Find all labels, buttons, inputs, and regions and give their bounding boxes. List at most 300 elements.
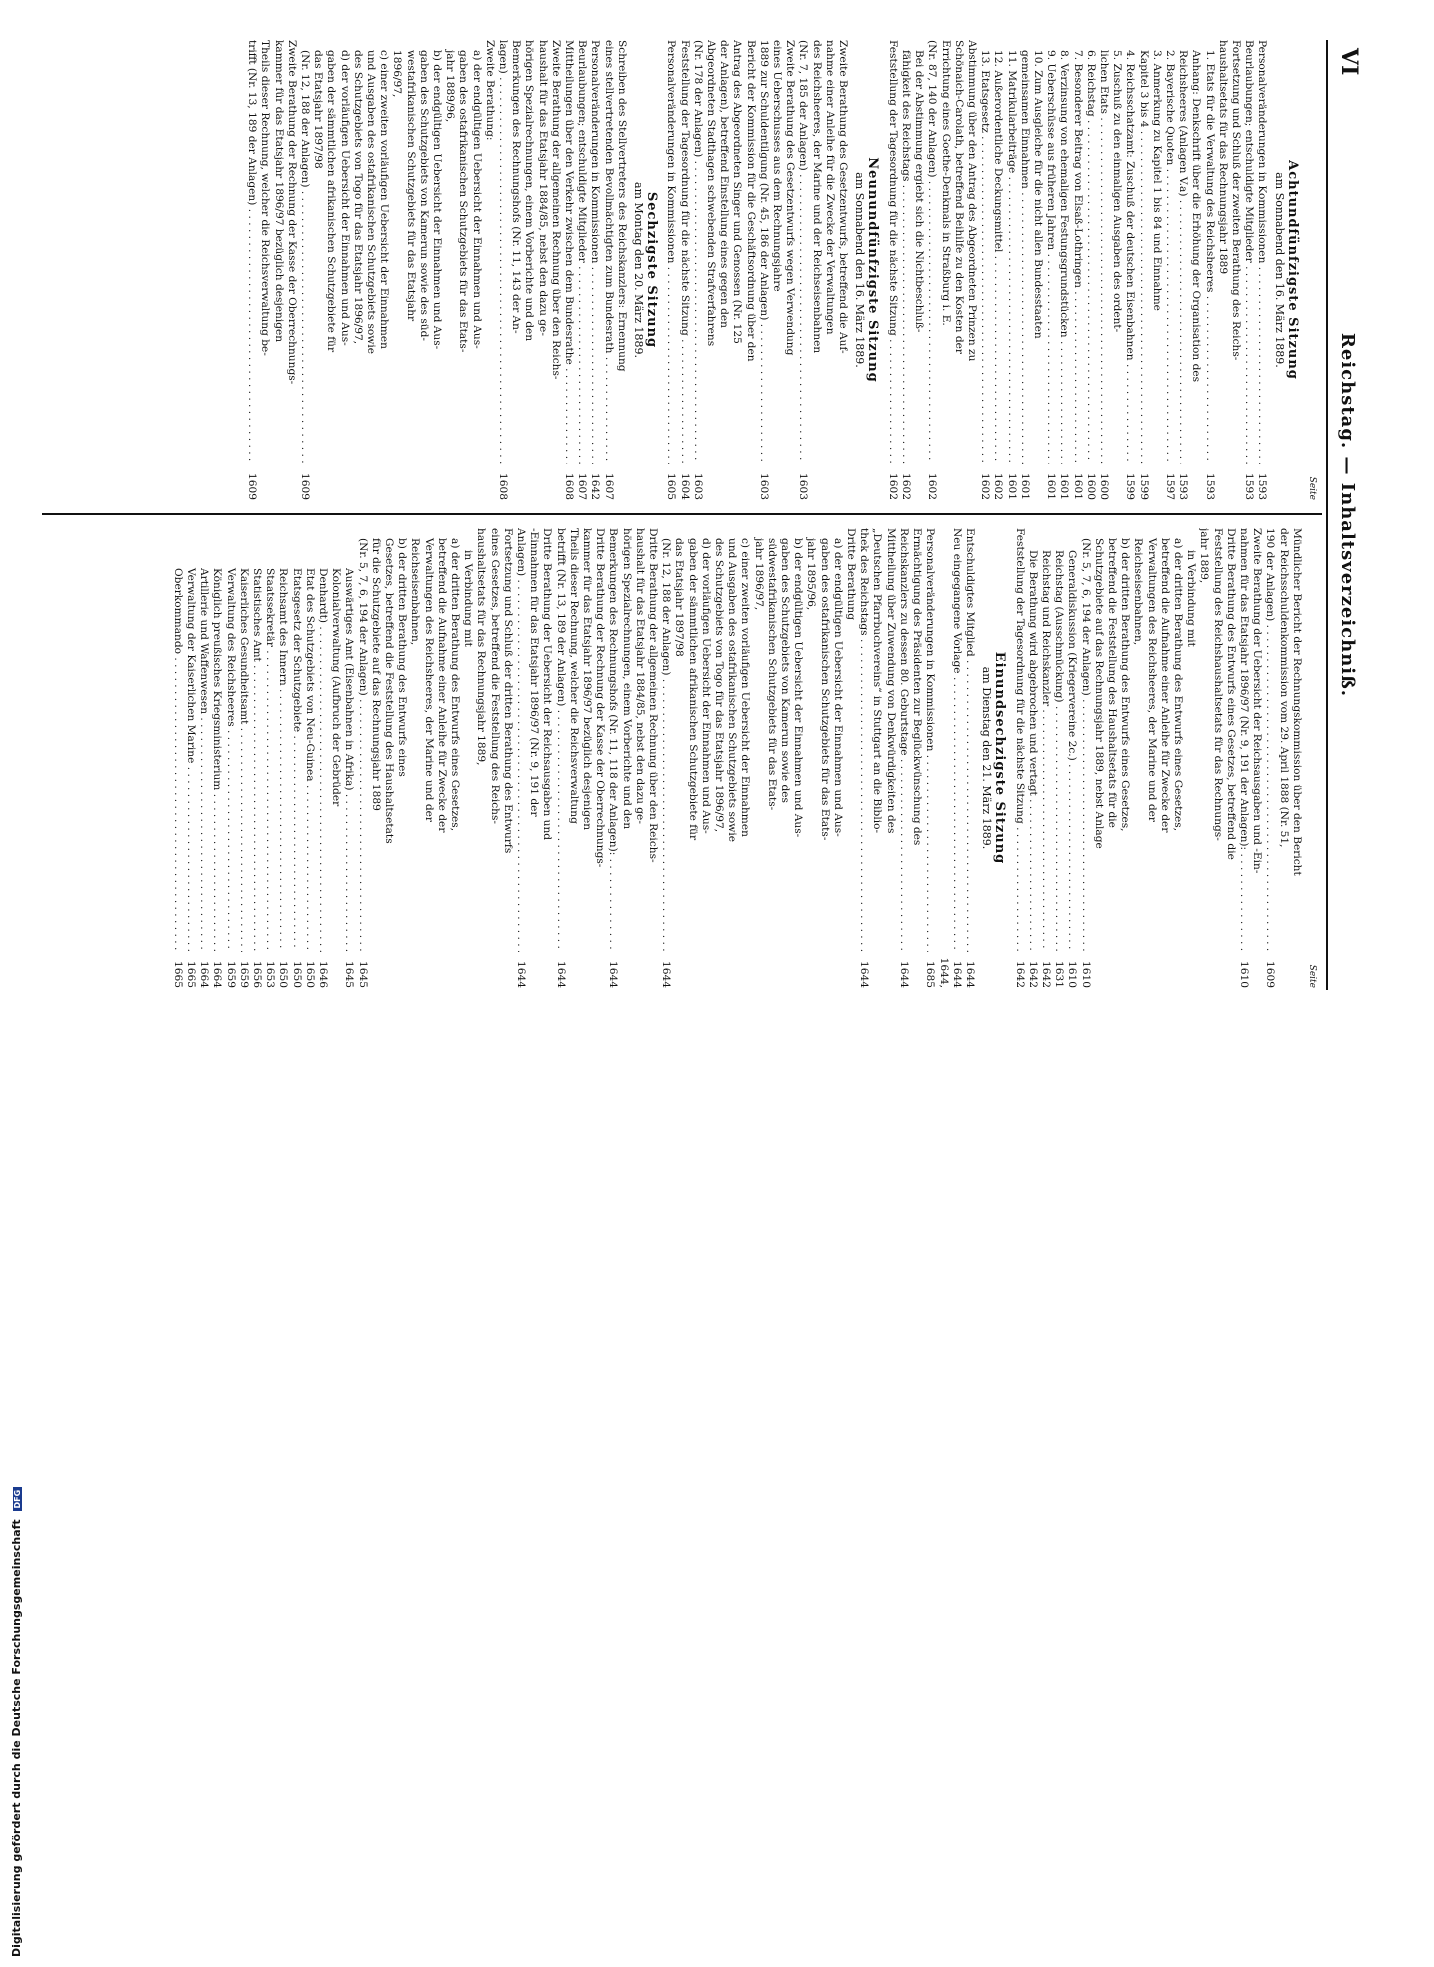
toc-entry xyxy=(1171,528,1184,988)
toc-entry xyxy=(619,528,632,988)
toc-entry xyxy=(899,40,912,500)
toc-entry xyxy=(329,528,342,988)
toc-entry-page: 1659 xyxy=(237,961,250,988)
toc-entry-text: hörigen Spezialrechnungen, einem Vorberichte und den xyxy=(523,40,536,342)
toc-entry-text: Etat des Schutzgebiets von Neu-Guinea . . . xyxy=(303,528,316,952)
toc-entry-text: Dritte Berathung der Rechnung der Kasse der Oberrechnungs- xyxy=(594,528,607,868)
toc-entry xyxy=(501,528,514,988)
toc-entry-text: jahr 1889/96, xyxy=(444,50,457,123)
toc-entry-text: Zweite Berathung der Rechnung der Kasse der Oberrechnungs- xyxy=(285,40,298,385)
toc-entry-text: des Schutzgebiets von Togo für das Etatsjahr 1896/97, xyxy=(713,538,726,833)
toc-entry-text: Fortsetzung und Schluß der dritten Berathung des Entwurfs xyxy=(501,528,514,854)
toc-entry xyxy=(823,40,836,500)
toc-entry xyxy=(836,40,849,500)
toc-entry-text: Königlich preußisches Kriegsministerium . . . xyxy=(210,528,223,952)
toc-entry-page: 1605 xyxy=(665,473,678,500)
toc-entry-text: Reichseisenbahnen, xyxy=(1132,538,1145,646)
toc-entry xyxy=(1052,528,1065,988)
toc-entry-page: 1644 xyxy=(515,961,528,988)
toc-entry-page: 1603 xyxy=(797,473,810,500)
toc-entry xyxy=(184,528,197,988)
toc-entry xyxy=(809,40,822,500)
toc-entry-text: Dritte Berathung der Uebersicht der Reichsausgaben und xyxy=(541,528,554,841)
toc-entry xyxy=(1276,528,1289,988)
toc-entry xyxy=(659,528,672,988)
toc-entry-text: Neu eingegangene Vorlage . . . xyxy=(950,528,963,952)
toc-entry xyxy=(1078,528,1091,988)
toc-entry xyxy=(588,40,601,500)
toc-entry-text: c) einer zweiten vorläufigen Uebersicht der Einnahmen xyxy=(378,50,391,349)
toc-entry-text: 9. Ueberschüsse aus früheren Jahren . . . xyxy=(1044,40,1057,464)
toc-entry xyxy=(1070,40,1083,500)
toc-entry xyxy=(474,528,487,988)
toc-entry xyxy=(1263,528,1276,988)
toc-entry-text: Etatsgesetz der Schutzgebiete . . . xyxy=(289,528,302,952)
toc-entry xyxy=(303,528,316,988)
toc-entry xyxy=(672,528,685,988)
toc-entry-page: 1607 xyxy=(576,473,589,500)
toc-entry-text: Artillerie und Waffenwesen . . . xyxy=(197,528,210,952)
toc-entry-text: 10. Zum Ausgleiche für die nicht allen Bundesstaaten xyxy=(1031,50,1044,339)
toc-entry xyxy=(377,40,390,500)
toc-entry-text: b) der dritten Berathung des Entwurfs eines Gesetzes, xyxy=(1119,538,1132,832)
toc-entry-text: Personalveränderungen in Kommissionen . . . xyxy=(923,528,936,952)
toc-entry-page: 1665 xyxy=(184,961,197,988)
toc-entry xyxy=(580,528,593,988)
toc-entry xyxy=(289,528,302,988)
toc-entry-text: jahr 1889, xyxy=(1198,528,1211,584)
toc-entry-page: 1609 xyxy=(298,473,311,500)
toc-entry xyxy=(553,528,566,988)
toc-entry-text: haushaltsetats für das Rechnungsjahr 1889, xyxy=(475,528,488,766)
toc-entry-text: a) der endgültigen Uebersicht der Einnahmen und Aus- xyxy=(470,50,483,349)
toc-entry-text: und Ausgaben des ostafrikanischen Schutzgebiets sowie xyxy=(364,50,377,355)
toc-entry-text: Generaldiskussion (Kriegervereine 2c.) . . . xyxy=(1065,528,1078,952)
toc-entry xyxy=(912,40,925,500)
toc-entry-text: Fortsetzung und Schluß der zweiten Berathung des Reichs- xyxy=(1229,40,1242,361)
toc-entry-text: Abgeordneten Stadthagen schwebenden Strafverfahrens xyxy=(705,40,718,347)
toc-entry-text: gaben des Schutzgebiets von Kamerun sowie des süd- xyxy=(417,50,430,341)
toc-entry xyxy=(923,528,949,988)
toc-entry xyxy=(730,40,743,500)
toc-entry-page: 1650 xyxy=(303,961,316,988)
toc-entry-page: 1593 xyxy=(1256,473,1269,500)
toc-entry-page: 1610 xyxy=(1079,961,1092,988)
toc-entry-page: 1631 xyxy=(1053,961,1066,988)
toc-entry xyxy=(593,528,606,988)
toc-entry-text: jahr 1895/96, xyxy=(805,538,818,611)
toc-entry xyxy=(1044,40,1057,500)
toc-entry-text: und Ausgaben des ostafrikanischen Schutzgebiets sowie xyxy=(726,538,739,843)
toc-entry xyxy=(369,528,382,988)
toc-entry-text: Zweite Berathung der allgemeinen Rechnung über den Reichs- xyxy=(549,40,562,380)
toc-entry xyxy=(316,528,329,988)
toc-entry xyxy=(1136,40,1149,500)
toc-entry-page: 1609 xyxy=(1264,961,1277,988)
toc-entry xyxy=(311,40,324,500)
toc-entry-text: 2. Bayerische Quoten . . . xyxy=(1163,40,1176,464)
toc-entry-text: Feststellung der Tagesordnung für die nächste Sitzung . . . xyxy=(1012,528,1025,952)
toc-entry-text: Reichsamt des Innern . . . xyxy=(276,528,289,952)
toc-entry xyxy=(1123,40,1136,500)
toc-entry xyxy=(1144,528,1157,988)
toc-entry-text: haushalt für das Etatsjahr 1884/85, nebst den dazu ge- xyxy=(633,528,646,824)
toc-entry-page: 1642 xyxy=(1039,961,1052,988)
toc-entry-page: 1610 xyxy=(1066,961,1079,988)
toc-entry xyxy=(435,528,448,988)
toc-entry xyxy=(704,40,717,500)
toc-entry xyxy=(540,528,553,988)
toc-entry xyxy=(1039,528,1052,988)
toc-entry-text: Gesetzes, betreffend die Feststellung des Haushaltsetats xyxy=(382,538,395,844)
toc-entry xyxy=(496,40,509,500)
toc-entry xyxy=(509,40,522,500)
toc-entry-page: 1608 xyxy=(497,473,510,500)
toc-entry-text: Reichseisenbahnen, xyxy=(409,538,422,646)
toc-entry-page: 1656 xyxy=(250,961,263,988)
toc-entry-text: d) der vorläufigen Uebersicht der Einnahmen und Aus- xyxy=(338,50,351,346)
toc-entry-text: westafrikanischen Schutzgebiets für das Etatsjahr xyxy=(404,50,417,322)
toc-entry-page: 1644 xyxy=(897,961,910,988)
toc-entry xyxy=(796,40,809,500)
toc-entry-text: Kapitel 3 bis 4 . . . xyxy=(1136,40,1149,464)
toc-entry-text: Theils dieser Rechnung, welcher die Reichsverwaltung xyxy=(567,528,580,824)
toc-entry xyxy=(1176,40,1189,500)
toc-entry xyxy=(1092,528,1105,988)
toc-entry-text: gaben des Schutzgebiets von Kamerun sowie des xyxy=(779,538,792,803)
digitization-footer xyxy=(6,967,32,1967)
toc-entry-text: das Etatsjahr 1897/98 xyxy=(312,50,325,169)
toc-entry xyxy=(725,528,738,988)
toc-entry xyxy=(210,528,223,988)
toc-entry xyxy=(1189,40,1202,500)
toc-entry xyxy=(1163,40,1176,500)
toc-entry-text: des Schutzgebiets von Togo für das Etatsjahr 1896/97, xyxy=(351,50,364,345)
toc-entry-text: Statistisches Amt . . . xyxy=(250,528,263,952)
toc-entry-page: 1607 xyxy=(602,473,615,500)
toc-entry-text: kammer für das Etatsjahr 1896/97 bezüglich desjenigen xyxy=(581,528,594,831)
toc-entry xyxy=(1004,40,1017,500)
toc-entry xyxy=(258,40,271,500)
toc-entry-page: 1603 xyxy=(757,473,770,500)
toc-entry xyxy=(1012,528,1025,988)
toc-entry-page: 1644 xyxy=(554,961,567,988)
toc-entry xyxy=(197,528,210,988)
toc-entry-text: d) der vorläufigen Uebersicht der Einnahmen und Aus- xyxy=(699,538,712,834)
toc-entry-text: das Etatsjahr 1897/98 xyxy=(673,538,686,657)
toc-entry-text: in Verbindung mit xyxy=(1185,550,1198,647)
toc-entry-text: Zweite Berathung: xyxy=(483,40,496,141)
toc-entry xyxy=(1105,528,1118,988)
toc-entry-text: Bericht der Kommission für die Geschäftsordnung über den xyxy=(744,40,757,362)
toc-entry xyxy=(285,40,298,500)
toc-entry-text: Beurlaubungen; entschuldigte Mitglieder . . . xyxy=(1242,40,1255,464)
toc-entry xyxy=(1202,40,1215,500)
toc-entry-page: 1608 xyxy=(563,473,576,500)
toc-entry xyxy=(804,528,817,988)
toc-entry xyxy=(1184,528,1197,988)
toc-entry xyxy=(791,528,804,988)
toc-entry xyxy=(743,40,756,500)
toc-entry xyxy=(461,528,474,988)
toc-entry-page: 1601 xyxy=(1018,473,1031,500)
page-title: Reichstag. — Inhaltsverzeichniß. xyxy=(1337,332,1358,698)
toc-entry-text: 1889 zur Schuldentilgung (Nr. 45, 186 der Anlagen) . . . xyxy=(757,40,770,464)
toc-entry-page: 1650 xyxy=(290,961,303,988)
toc-entry xyxy=(844,528,857,988)
toc-entry xyxy=(991,40,1004,500)
toc-entry xyxy=(677,40,690,500)
toc-entry-text: gaben des ostafrikanischen Schutzgebiets für das Etats- xyxy=(818,538,831,841)
toc-entry xyxy=(448,528,461,988)
toc-entry xyxy=(938,40,951,500)
toc-entry xyxy=(884,528,897,988)
toc-entry-page: 1646 xyxy=(316,961,329,988)
toc-entry-text: 1. Etats für die Verwaltung des Reichsheeres . . . xyxy=(1202,40,1215,464)
toc-entry-page: 1664 xyxy=(198,961,211,988)
toc-entry xyxy=(870,528,883,988)
toc-entry-text: 11. Matrikularbeiträge . . . xyxy=(1004,40,1017,464)
toc-entry xyxy=(522,40,535,500)
toc-entry xyxy=(469,40,482,500)
toc-entry-text: (Nr. 5, 7, 6, 194 der Anlagen) . . . xyxy=(355,528,368,952)
toc-entry xyxy=(685,528,698,988)
toc-entry xyxy=(443,40,456,500)
rotated-page xyxy=(32,40,1362,990)
toc-entry-page: 1600 xyxy=(1097,473,1110,500)
toc-entry xyxy=(403,40,416,500)
toc-entry-text: 8. Verzinsung von ehemaligen Festungsgrundstücken . . . xyxy=(1057,40,1070,464)
toc-entry xyxy=(1290,528,1303,988)
toc-entry-text: b) der dritten Berathung des Entwurfs eines xyxy=(396,538,409,777)
toc-entry xyxy=(337,40,350,500)
toc-entry xyxy=(857,528,870,988)
toc-entry-text: Zweite Berathung des Gesetzentwurfs, betreffend die Auf- xyxy=(837,40,850,354)
page-ref-label: Seite xyxy=(1307,964,1317,988)
toc-entry xyxy=(965,40,978,500)
toc-entry-page: 1602 xyxy=(886,473,899,500)
toc-entry-text: Mittheilungen über den Verkehr zwischen dem Bundesrathe . . . xyxy=(562,40,575,464)
toc-entry-text: Anlagen) . . . xyxy=(514,528,527,952)
toc-entry xyxy=(646,528,659,988)
toc-entry xyxy=(483,40,496,500)
toc-entry xyxy=(1242,40,1255,500)
toc-entry xyxy=(487,528,500,988)
toc-entry xyxy=(1210,528,1223,988)
toc-entry-text: Personalveränderungen in Kommissionen . . . xyxy=(1255,40,1268,464)
toc-entry xyxy=(1065,528,1078,988)
toc-entry xyxy=(1084,40,1097,500)
toc-entry-text: Dritte Berathung der allgemeinen Rechnung über den Reichs- xyxy=(647,528,660,863)
toc-entry-text: 1896/97, xyxy=(391,50,404,98)
toc-entry-text: Feststellung der Tagesordnung für die nächste Sitzung . . . xyxy=(677,40,690,464)
toc-entry xyxy=(527,528,540,988)
toc-entry-text: thek des Reichstags . . . xyxy=(857,528,870,952)
toc-entry-text: des Reichsheeres, der Marine und der Reichseisenbahnen xyxy=(810,40,823,354)
toc-entry-page: 1599 xyxy=(1137,473,1150,500)
toc-entry-page: 1644 xyxy=(858,961,871,988)
toc-entry-text: Zweite Berathung des Gesetzentwurfs wegen Verwendung xyxy=(784,40,797,356)
toc-entry-text: 3. Anmerkung zu Kapitel 1 bis 84 und Einnahme xyxy=(1150,50,1163,311)
toc-entry-text: Reichstag (Ausschmückung) . . . xyxy=(1052,528,1065,952)
toc-entry-text: Bemerkungen des Rechnungshofs (Nr. 11, 143 der An- xyxy=(510,40,523,334)
toc-entry-page: 1653 xyxy=(264,961,277,988)
toc-entry xyxy=(250,528,263,988)
toc-entry xyxy=(778,528,791,988)
toc-entry-text: b) der endgültigen Uebersicht der Einnahmen und Aus- xyxy=(431,50,443,350)
toc-entry-text: fähigkeit des Reichstags . . . xyxy=(899,40,912,464)
toc-entry-text: gemeinsamen Einnahmen . . . xyxy=(1018,40,1031,464)
toc-entry-text: 6. Reichstag . . . xyxy=(1084,40,1097,464)
toc-entry-page: 1593 xyxy=(1177,473,1190,500)
toc-entry-text: 12. Außerordentliche Deckungsmittel . . . xyxy=(991,40,1004,464)
toc-entry-text: „Deutschen Pfarrbuchvereins“ in Stuttgart an die Biblio- xyxy=(871,528,884,834)
toc-entry-text: a) der dritten Berathung des Entwurfs eines Gesetzes, xyxy=(449,538,461,832)
toc-entry-text: 190 der Anlagen) . . . xyxy=(1263,528,1276,952)
page-header xyxy=(1332,40,1362,990)
toc-entry-text: Kaiserliches Gesundheitsamt . . . xyxy=(237,528,250,952)
toc-entry-text: Schönaich-Carolath, betreffend Beihilfe zu den Kosten der xyxy=(952,40,965,354)
toc-entry xyxy=(950,528,963,988)
toc-entry-text: Dritte Berathung xyxy=(845,528,858,621)
toc-entry xyxy=(712,528,725,988)
toc-entry-text: a) der dritten Berathung des Entwurfs eines Gesetzes, xyxy=(1171,538,1184,832)
toc-entry xyxy=(1255,40,1268,500)
toc-entry-page: 1602 xyxy=(979,473,992,500)
session-date: am Montag den 20. März 1889. xyxy=(632,182,646,358)
toc-entry-page: 1601 xyxy=(1045,473,1058,500)
toc-entry xyxy=(271,40,284,500)
toc-entry xyxy=(535,40,548,500)
toc-entry-page: 1604 xyxy=(678,473,691,500)
toc-entry-text: Personalveränderungen in Kommissionen . . . xyxy=(588,40,601,464)
toc-entry xyxy=(1224,528,1237,988)
toc-entry-text: Staatssekretär . . . xyxy=(263,528,276,952)
toc-entry-page: 1593 xyxy=(1203,473,1216,500)
toc-entry xyxy=(910,528,923,988)
toc-entry xyxy=(615,40,628,500)
toc-entry-text: c) einer zweiten vorläufigen Uebersicht der Einnahmen xyxy=(739,538,752,837)
toc-entry xyxy=(562,40,575,500)
toc-entry xyxy=(1237,528,1250,988)
toc-entry-text: Die Berathung wird abgebrochen und vertagt . . . xyxy=(1026,528,1039,952)
session-date: am Dienstag den 21. März 1889. xyxy=(980,666,994,850)
toc-entry-page: 1642 xyxy=(1026,961,1039,988)
toc-entry xyxy=(382,528,395,988)
toc-entry xyxy=(633,528,646,988)
toc-entry-text: Verwaltung der Kaiserlichen Marine . . . xyxy=(184,528,197,952)
toc-entry-text: 7. Besonderer Beitrag von Elsaß-Lothringen . . . xyxy=(1070,40,1083,464)
toc-entry xyxy=(430,40,443,500)
toc-entry-text: (Nr. 7, 185 der Anlagen) . . . xyxy=(796,40,809,464)
toc-entry-text: Entschuldigtes Mitglied . . . xyxy=(963,528,976,952)
toc-entry xyxy=(1158,528,1171,988)
toc-entry-text: Bei der Abstimmung ergiebt sich die Nichtbeschluß- xyxy=(913,50,926,333)
toc-entry-page: 1642 xyxy=(589,473,602,500)
toc-entry-text: gaben der sämmtlichen afrikanischen Schutzgebiete für xyxy=(325,50,338,353)
toc-entry-text: Reichskanzlers zu dessen 80. Geburtstage . . . xyxy=(897,528,910,952)
toc-entry-page: 1659 xyxy=(224,961,237,988)
toc-entry-text: Abstimmung über den Antrag des Abgeordneten Prinzen zu xyxy=(965,40,978,362)
dfg-logo: DFG xyxy=(13,1487,22,1512)
right-column xyxy=(38,528,1318,988)
toc-entry xyxy=(1057,40,1070,500)
toc-entry-text: eines stellvertretenden Bevollmächtigten zum Bundesrath . . . xyxy=(601,40,614,464)
toc-entry-page: 1603 xyxy=(691,473,704,500)
toc-entry xyxy=(324,40,337,500)
toc-entry xyxy=(691,40,704,500)
toc-entry-text: Beurlaubungen; entschuldigte Mitglieder . . . xyxy=(575,40,588,464)
toc-entry-text: lagen) . . . xyxy=(496,40,509,464)
toc-entry-text: südwestafrikanischen Schutzgebiets für das Etats- xyxy=(765,538,778,811)
toc-entry-page: 1601 xyxy=(1071,473,1084,500)
toc-entry xyxy=(567,528,580,988)
toc-entry-page: 1609 xyxy=(246,473,259,500)
toc-entry xyxy=(1216,40,1229,500)
toc-entry xyxy=(245,40,258,500)
session-title: Sechzigste Sitzung xyxy=(644,191,660,349)
toc-entry-text: Anhang: Denkschrift über die Erhöhung der Organisation des xyxy=(1190,50,1203,383)
toc-entry-text: Verwaltung des Reichsheeres . . . xyxy=(223,528,236,952)
column-divider xyxy=(42,513,1322,515)
toc-entry-text: betreffend die Feststellung des Haushaltsetats für die xyxy=(1105,538,1118,828)
toc-entry xyxy=(831,528,844,988)
toc-entry-text: Oberkommando . . . xyxy=(171,528,184,952)
toc-entry-text: betreffend die Aufnahme einer Anleihe für Zwecke der xyxy=(435,538,448,833)
toc-entry-text: Errichtung eines Goethe-Denkmals in Straßburg i. E. xyxy=(939,40,952,326)
toc-entry-text: betreffend die Aufnahme einer Anleihe für Zwecke der xyxy=(1158,538,1171,833)
toc-entry-text: der Reichsschuldenkommission vom 29. April 1888 (Nr. 51, xyxy=(1277,528,1290,848)
toc-entry-page: 1665 xyxy=(171,961,184,988)
toc-entry xyxy=(263,528,276,988)
toc-entry-page: 1645 xyxy=(343,961,356,988)
toc-entry-text: haushaltsetats für das Rechnungsjahr 1889 xyxy=(1216,40,1229,275)
toc-entry-text: eines Gesetzes, betreffend die Feststellung des Reichs- xyxy=(488,528,501,825)
toc-entry-text: Bemerkungen des Rechnungshofs (Nr. 11, 118 der Anlagen): . . . xyxy=(606,528,619,952)
toc-entry xyxy=(456,40,469,500)
toc-entry-text: Reichsheeres (Anlagen V.a) . . . xyxy=(1176,40,1189,464)
toc-entry-text: lichen Etats . . . xyxy=(1097,40,1110,464)
toc-entry-text: kammer für das Etatsjahr 1896/97 bezüglich desjenigen xyxy=(272,40,285,343)
toc-entry-text: in Verbindung mit xyxy=(462,550,475,647)
toc-entry-text: Reichstag und Reichskanzler . . . xyxy=(1039,528,1052,952)
toc-entry-text: Dritte Berathung des Entwurfs eines Gesetzes, betreffend die xyxy=(1224,528,1237,860)
toc-entry xyxy=(1097,40,1110,500)
session-date: am Sonnabend den 16. März 1889. xyxy=(853,172,867,368)
toc-entry-text: -Einnahmen für das Etatsjahr 1896/97 (Nr. 9, 191 der xyxy=(528,528,541,817)
session-date: am Sonnabend den 16. März 1889. xyxy=(1272,172,1286,368)
toc-entry-text: (Nr. 5, 7, 6, 194 der Anlagen) . . . xyxy=(1078,528,1091,952)
toc-entry xyxy=(395,528,408,988)
toc-entry-text: Feststellung des Reichshaushaltsetats für das Rechnungs- xyxy=(1211,528,1224,841)
toc-entry-text: (Nr. 178 der Anlagen) . . . xyxy=(691,40,704,464)
toc-entry-page: 1599 xyxy=(1124,473,1137,500)
toc-entry xyxy=(514,528,527,988)
toc-entry xyxy=(770,40,783,500)
toc-entry-text: Zweite Berathung der Uebersicht der Reichsausgaben und -Ein- xyxy=(1251,528,1264,874)
toc-entry-page: 1644 xyxy=(963,961,976,988)
toc-entry xyxy=(1118,528,1131,988)
toc-entry-page: 1602 xyxy=(926,473,939,500)
footer-text: Digitalisierung gefördert durch die Deutsche Forschungsgemeinschaft xyxy=(10,1519,23,1957)
toc-entry-page: 1601 xyxy=(1058,473,1071,500)
toc-entry xyxy=(978,40,991,500)
toc-entry xyxy=(886,40,899,500)
toc-entry xyxy=(817,528,830,988)
toc-entry-text: der Anlagen), betreffend Einstellung eines gegen den xyxy=(718,40,731,329)
toc-entry xyxy=(1131,528,1144,988)
toc-entry-text: (Nr. 12, 188 der Anlagen) . . . xyxy=(298,40,311,464)
